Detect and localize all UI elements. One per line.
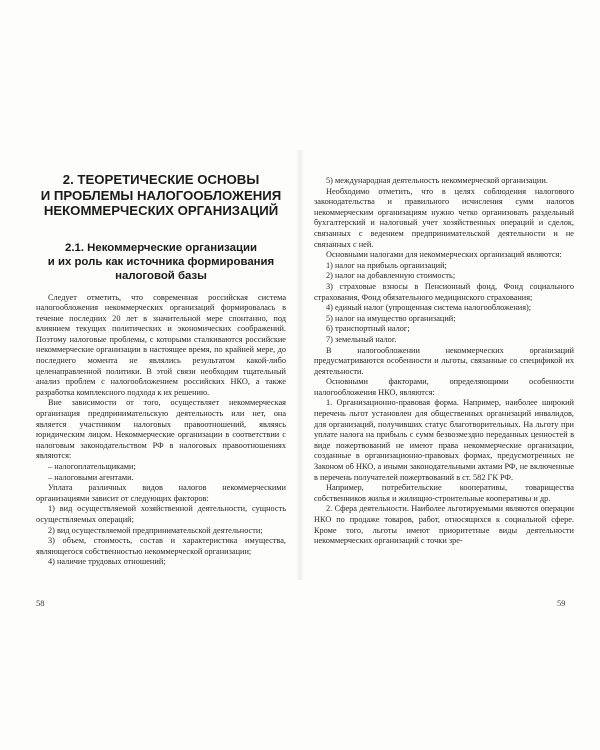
paragraph: Уплата различных видов налогов некоммерческими организациями зависит от следующих факторов:	[36, 483, 286, 503]
list-item: 3) страховые взносы в Пенсионный фонд, Фонд социального страхования, Фонд обязательного медицинского страхования;	[314, 281, 574, 302]
chapter-title	[36, 172, 286, 219]
chapter-title-line: НЕКОММЕРЧЕСКИХ ОРГАНИЗАЦИЙ	[43, 203, 279, 218]
list-item: 2) налог на добавленную стоимость;	[326, 271, 456, 281]
list-item: – налоговыми агентами.	[48, 472, 134, 482]
section-title-line: 2.1. Некоммерческие организации	[64, 241, 257, 254]
list-item: 2) вид осуществляемой предпринимательской деятельности;	[48, 525, 263, 535]
paragraph: Например, потребительские кооперативы, товарищества собственников жилья и жилищно-строительные кооперативы и др.	[314, 483, 574, 503]
list-item: 6) транспортный налог;	[326, 324, 410, 334]
list-item: – налогоплательщиками;	[48, 462, 136, 471]
section-title-line: налоговой базы	[115, 269, 207, 282]
section-title	[36, 241, 286, 283]
book-gutter	[296, 150, 304, 580]
list-item: 5) налог на имущество организаций;	[326, 313, 456, 323]
list-item: 3) объем, стоимость, состав и характеристика имущества, являющегося собственностью некоммерческой организации;	[36, 536, 286, 556]
paragraph: 1. Организационно-правовая форма. Например, наиболее широкий перечень льгот установлен для общественных организаций инвалидов, для организаций, получивших статус благотворительных. На льготу при уплате налога на прибыль с сумм безвозмездно переданных ценностей в виде пожертвований не имеют права некоммерческие организации, созданные в организационно-правовых формах, предусмотренных не Законом об НКО, а иными законодательными актами РФ, не включенные в перечень получателей пожертвований в ст. 582 ГК РФ.	[314, 398, 574, 482]
section-title-line: и их роль как источника формирования	[47, 255, 275, 268]
paragraph: Следует отметить, что современная российская система налогообложения некоммерческих организаций формировалась в течение последних 20 лет в значительной мере спонтанно, под влиянием текущих политических и экономических соображений. Поэтому налоговые проблемы, с которыми сталкиваются российские некоммерческие организации в настоящее время, по крайней мере, до последнего момента не являлись результатом какой-либо целенаправленной политики. В этой связи необходим тщательный анализ проблем с налогообложением российских НКО, а также разработка комплексного подхода к их решению.	[36, 292, 286, 397]
list-item: 4) единый налог (упрощенная система налогообложения);	[326, 303, 532, 313]
list-item: 5) международная деятельность некоммерческой организации.	[326, 176, 548, 185]
paragraph: В налогообложении некоммерческих организаций предусматриваются особенности и льготы, связанные со спецификой их деятельности.	[314, 345, 574, 376]
chapter-title-line: 2. ТЕОРЕТИЧЕСКИЕ ОСНОВЫ	[62, 172, 260, 187]
paragraph: Вне зависимости от того, осуществляет некоммерческая организация предпринимательскую деятельность или нет, она является участником налоговых правоотношений, являясь юридическим лицом. Некоммерческие организации в соответствии с налоговым законодательством РФ в налоговых правоотношениях являются:	[36, 398, 286, 461]
paragraph: Необходимо отметить, что в целях соблюдения налогового законодательства и правильного исчисления сумм налогов некоммерческим организациям нужно четко организовать раздельный бухгалтерский и налоговый учет хозяйственных операций и сделок, связанных с ведением предпринимательской деятельности и не связанных с ней.	[314, 186, 574, 249]
chapter-title-line: И ПРОБЛЕМЫ НАЛОГООБЛОЖЕНИЯ	[40, 187, 282, 203]
list-item: 7) земельный налог.	[326, 334, 397, 344]
left-body-text	[36, 293, 286, 568]
right-page	[314, 150, 574, 547]
list-item: 4) наличие трудовых отношений;	[48, 557, 166, 567]
page-number-right: 59	[557, 598, 566, 608]
list-item: 1) налог на прибыль организаций;	[326, 260, 447, 270]
paragraph: Основными налогами для некоммерческих организаций являются:	[326, 250, 562, 260]
page-number-left: 58	[36, 598, 45, 608]
paragraph: 2. Сфера деятельности. Наиболее льготируемыми являются операции НКО по продаже товаров, работ, относящихся к социальной сфере. Кроме того, льготы имеют приоритетные виды деятельности некоммерческих организаций с точки зре-	[314, 504, 574, 546]
list-item: 1) вид осуществляемой хозяйственной деятельности, сущность осуществляемых операций;	[36, 504, 286, 524]
paragraph: Основными факторами, определяющими особенности налогообложения НКО, являются:	[314, 377, 574, 397]
right-body-text	[314, 176, 574, 547]
left-page	[36, 150, 286, 568]
